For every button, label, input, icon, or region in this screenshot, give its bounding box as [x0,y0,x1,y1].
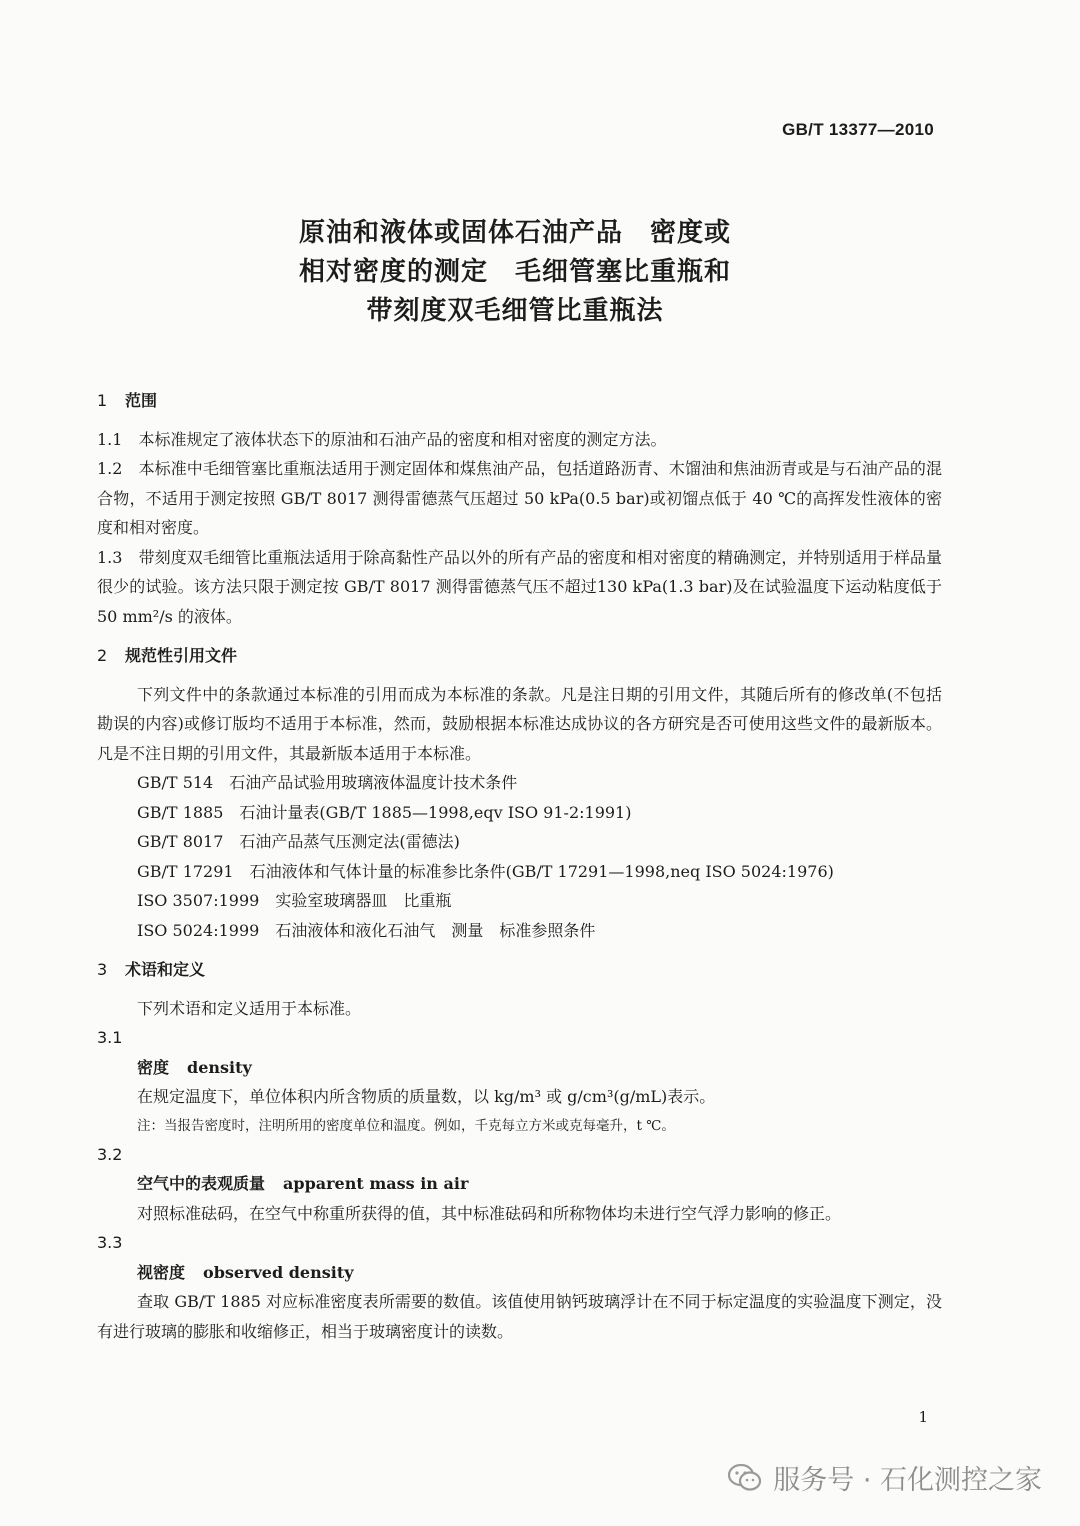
term-number: 3.2 [97,1144,123,1164]
reference-item: GB/T 514 石油产品试验用玻璃液体温度计技术条件 [137,773,518,792]
document-title [0,214,1030,331]
section-3-heading: 3 术语和定义 [97,960,206,979]
term-name: 密度 density [137,1057,252,1077]
term-definition: 对照标准砝码，在空气中称重所获得的值，其中标准砝码和所称物体均未进行空气浮力影响的修正。 [137,1203,842,1223]
section-3-intro: 下列术语和定义适用于本标准。 [137,998,362,1018]
document-body [97,386,942,1346]
reference-item: GB/T 8017 石油产品蒸气压测定法(雷德法) [137,832,460,851]
term-definition: 查取 GB/T 1885 对应标准密度表所需要的数值。该值使用钠钙玻璃浮计在不同于标定温度的实验温度下测定，没有进行玻璃的膨胀和收缩修正，相当于玻璃密度计的读数。 [97,1292,942,1341]
section-2-heading: 2 规范性引用文件 [97,646,238,665]
reference-item: ISO 3507:1999 实验室玻璃器皿 比重瓶 [137,891,452,910]
reference-item: GB/T 17291 石油液体和气体计量的标准参比条件(GB/T 17291—1998,neq ISO 5024:1976) [137,861,834,881]
clause-1-1: 1.1 本标准规定了液体状态下的原油和石油产品的密度和相对密度的测定方法。 [97,429,667,449]
wechat-icon [727,1463,763,1493]
section-1-heading: 1 范围 [97,391,158,410]
page-number: 1 [918,1408,928,1426]
reference-item: ISO 5024:1999 石油液体和液化石油气 测量 标准参照条件 [137,920,596,940]
section-2-intro: 下列文件中的条款通过本标准的引用而成为本标准的条款。凡是注日期的引用文件，其随后所有的修改单(不包括勘误的内容)或修订版均不适用于本标准，然而，鼓励根据本标准达成协议的各方研究是否可使用这些文件的最新版本。凡是不注日期的引用文件，其最新版本适用于本标准。 [97,684,942,763]
standard-code: GB/T 13377—2010 [782,120,934,139]
title-line-1: 原油和液体或固体石油产品 密度或 [298,218,731,248]
title-line-3: 带刻度双毛细管比重瓶法 [366,296,664,326]
term-name: 空气中的表观质量 apparent mass in air [137,1174,469,1193]
clause-1-3: 1.3 带刻度双毛细管比重瓶法适用于除高黏性产品以外的所有产品的密度和相对密度的精确测定，并特别适用于样品量很少的试验。该方法只限于测定按 GB/T 8017 测得雷德蒸气压不超过130 kPa(1.3 bar)及在试验温度下运动粘度低于 50 mm²/s 的液体。 [97,547,942,626]
reference-item: GB/T 1885 石油计量表(GB/T 1885—1998,eqv ISO 91-2:1991) [137,802,632,822]
term-number: 3.1 [97,1028,123,1047]
term-number: 3.3 [97,1233,123,1252]
title-line-2: 相对密度的测定 毛细管塞比重瓶和 [298,257,731,287]
term-name: 视密度 observed density [137,1262,354,1282]
term-definition: 在规定温度下，单位体积内所含物质的质量数，以 kg/m³ 或 g/cm³(g/mL)表示。 [137,1087,716,1106]
watermark-text: 服务号 · 石化测控之家 [773,1465,1042,1496]
term-note: 注：当报告密度时，注明所用的密度单位和温度。例如，千克每立方米或克每毫升，t ℃。 [137,1117,675,1134]
watermark [727,1458,1042,1497]
clause-1-2: 1.2 本标准中毛细管塞比重瓶法适用于测定固体和煤焦油产品，包括道路沥青、木馏油和焦油沥青或是与石油产品的混合物，不适用于测定按照 GB/T 8017 测得雷德蒸气压超过 50 kPa(0.5 bar)或初馏点低于 40 ℃的高挥发性液体的密度和相对密度。 [97,459,942,537]
